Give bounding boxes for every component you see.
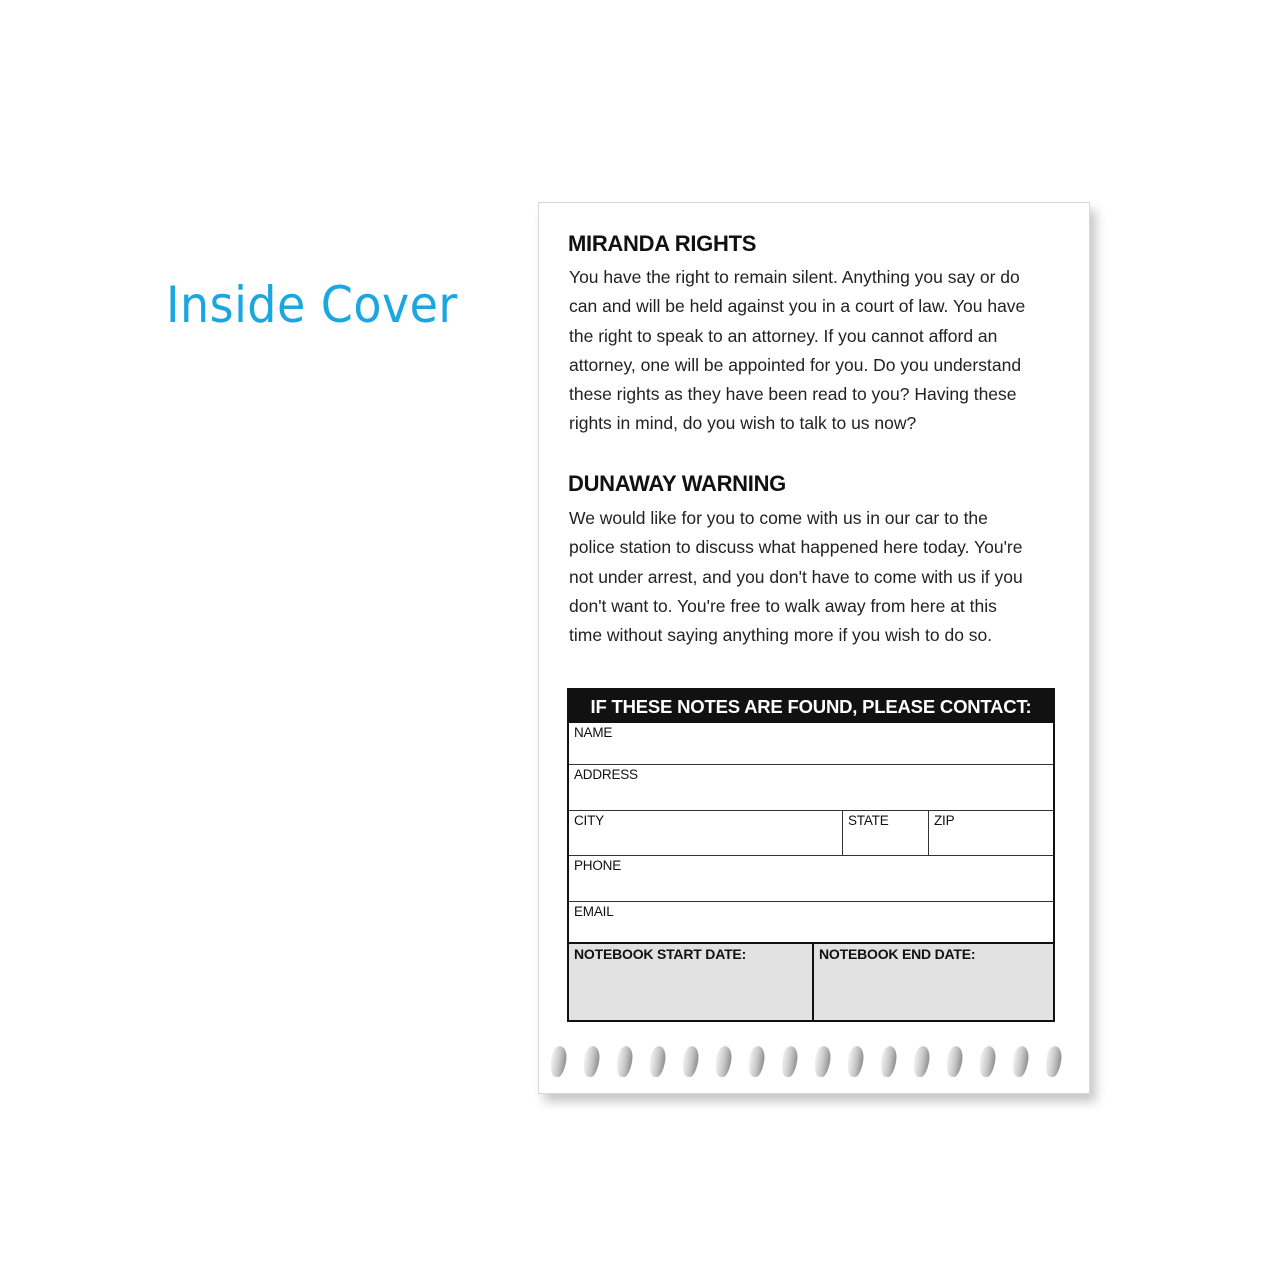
name-label: NAME <box>574 725 613 740</box>
binding-hole-icon <box>582 1045 601 1078</box>
binding-hole-icon <box>1044 1045 1063 1078</box>
contact-form <box>567 688 1055 1022</box>
miranda-rights-text <box>569 263 1069 439</box>
miranda-line: these rights as they have been read to you? Having these <box>569 384 1017 405</box>
notebook-start-date-label: NOTEBOOK START DATE: <box>574 946 747 962</box>
miranda-line: attorney, one will be appointed for you. Do you understand <box>569 354 1022 375</box>
phone-field[interactable] <box>569 856 1053 902</box>
binding-hole-icon <box>978 1045 997 1078</box>
city-field[interactable] <box>569 811 842 855</box>
zip-label: ZIP <box>934 813 955 828</box>
binding-hole-icon <box>681 1045 700 1078</box>
dunaway-line: We would like for you to come with us in our car to the <box>569 508 988 528</box>
binding-hole-icon <box>1011 1045 1030 1078</box>
binding-hole-icon <box>879 1045 898 1078</box>
dunaway-line: don't want to. You're free to walk away from here at this <box>569 595 997 616</box>
dunaway-line: not under arrest, and you don't have to come with us if you <box>569 566 1023 587</box>
binding-hole-icon <box>714 1045 733 1078</box>
notebook-start-date-field[interactable] <box>569 944 812 1020</box>
spiral-binding <box>551 1046 1081 1082</box>
binding-hole-icon <box>780 1045 799 1078</box>
city-state-zip-row <box>569 811 1053 856</box>
miranda-line: the right to speak to an attorney. If you cannot afford an <box>569 325 998 346</box>
binding-hole-icon <box>912 1045 931 1078</box>
binding-hole-icon <box>549 1045 568 1078</box>
state-field[interactable] <box>843 811 928 855</box>
miranda-line: You have the right to remain silent. Anything you say or do <box>569 267 1020 287</box>
notebook-dates-row <box>569 942 1053 1020</box>
notebook-page <box>538 202 1090 1094</box>
dunaway-line: police station to discuss what happened here today. You're <box>569 537 1023 558</box>
dunaway-warning-text <box>569 504 1069 650</box>
binding-hole-icon <box>615 1045 634 1078</box>
binding-hole-icon <box>945 1045 964 1078</box>
miranda-line: rights in mind, do you wish to talk to us now? <box>569 413 917 434</box>
miranda-line: can and will be held against you in a court of law. You have <box>569 296 1026 317</box>
dunaway-line: time without saying anything more if you wish to do so. <box>569 625 993 646</box>
binding-hole-icon <box>813 1045 832 1078</box>
city-label: CITY <box>574 813 604 828</box>
binding-hole-icon <box>846 1045 865 1078</box>
notebook-end-date-field[interactable] <box>814 944 1053 1020</box>
email-label: EMAIL <box>574 904 614 919</box>
miranda-rights-heading: MIRANDA RIGHTS <box>568 231 757 256</box>
state-label: STATE <box>848 813 889 828</box>
binding-hole-icon <box>747 1045 766 1078</box>
zip-field[interactable] <box>929 811 1053 855</box>
contact-form-header: IF THESE NOTES ARE FOUND, PLEASE CONTACT: <box>569 690 1053 723</box>
address-label: ADDRESS <box>574 767 638 782</box>
inside-cover-label: Inside Cover <box>166 276 458 334</box>
name-field[interactable] <box>569 723 1053 765</box>
notebook-end-date-label: NOTEBOOK END DATE: <box>819 946 976 962</box>
email-field[interactable] <box>569 902 1053 946</box>
dunaway-warning-heading: DUNAWAY WARNING <box>568 471 786 496</box>
phone-label: PHONE <box>574 858 622 873</box>
address-field[interactable] <box>569 765 1053 811</box>
binding-hole-icon <box>648 1045 667 1078</box>
